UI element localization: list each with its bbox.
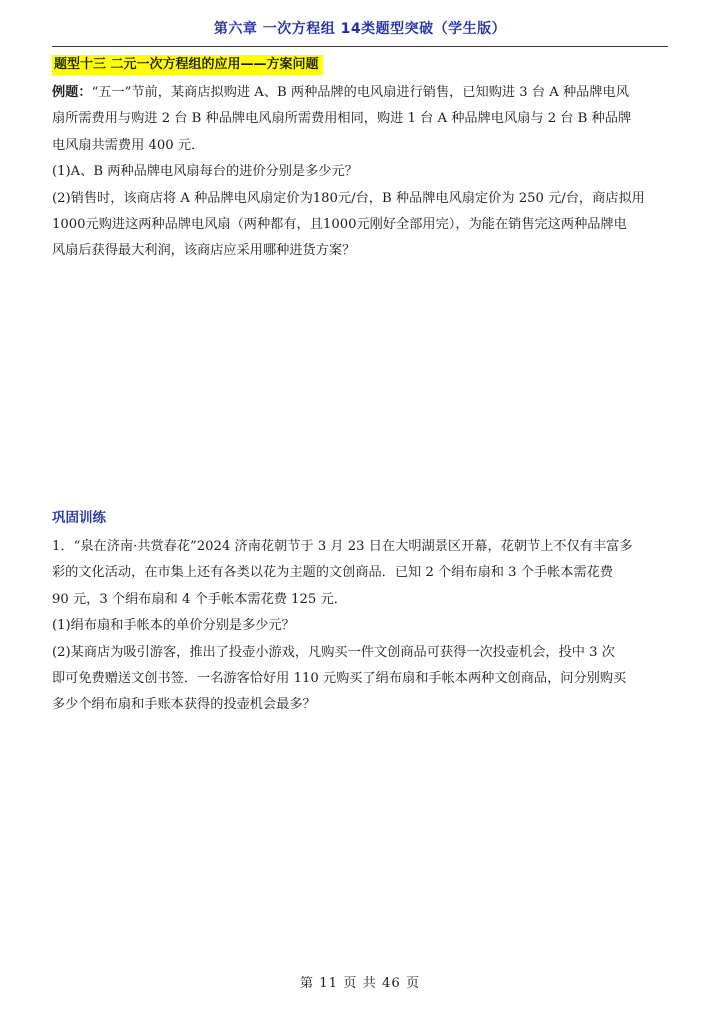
practice-block — [52, 534, 668, 719]
practice-line-3: 90 元，3 个绢布扇和 4 个手帐本需花费 125 元． — [52, 591, 347, 607]
practice-line-1: 1．“泉在济南·共赏春花”2024 济南花朝节于 3 月 23 日在大明湖景区开幕，花朝节上不仅有丰富多 — [52, 539, 633, 554]
example-line-2: 扇所需费用与购进 2 台 B 种品牌电风扇所需费用相同，购进 1 台 A 种品牌电风扇与 2 台 B 种品牌 — [52, 111, 632, 127]
example-text-1: “五一”节前，某商店拟购进 A、B 两种品牌的电风扇进行销售，已知购进 3 台 A 种品牌电风 — [91, 85, 629, 100]
practice-heading: 巩固训练 — [52, 510, 106, 526]
header-divider — [52, 46, 668, 47]
example-line-1 — [52, 80, 668, 106]
example-question-1: (1)A、B 两种品牌电风扇每台的进价分别是多少元？ — [52, 164, 358, 180]
page-number-footer: 第 11 页 共 46 页 — [299, 976, 421, 991]
example-question-2-line-1: (2)销售时，该商店将 A 种品牌电风扇定价为180元/台，B 种品牌电风扇定价为 250 元/台，商店拟用 — [52, 190, 645, 206]
section-title: 题型十三 二元一次方程组的应用——方案问题 — [52, 55, 323, 75]
page-header-title: 第六章 一次方程组 14类题型突破（学生版） — [213, 21, 507, 37]
practice-question-1: (1)绢布扇和手帐本的单价分别是多少元？ — [52, 618, 295, 634]
practice-question-2-line-3: 多少个绢布扇和手账本获得的投壶机会最多？ — [52, 697, 316, 713]
example-block — [52, 80, 668, 265]
practice-line-2: 彩的文化活动，在市集上还有各类以花为主题的文创商品．已知 2 个绢布扇和 3 个手帐本需花费 — [52, 565, 614, 581]
example-line-3: 电风扇共需费用 400 元． — [52, 137, 205, 153]
practice-question-2-line-2: 即可免费赠送文创书签．一名游客恰好用 110 元购买了绢布扇和手帐本两种文创商品，问分别购买 — [52, 670, 627, 686]
example-question-2-line-3: 风扇后获得最大利润，该商店应采用哪种进货方案？ — [52, 243, 356, 259]
example-question-2-line-2: 1000元购进这两种品牌电风扇（两种都有，且1000元刚好全部用完），为能在销售完这两种品牌电 — [52, 216, 627, 232]
example-label: 例题： — [52, 85, 92, 100]
practice-question-2-line-1: (2)某商店为吸引游客，推出了投壶小游戏，凡购买一件文创商品可获得一次投壶机会，投中 3 次 — [52, 644, 615, 660]
